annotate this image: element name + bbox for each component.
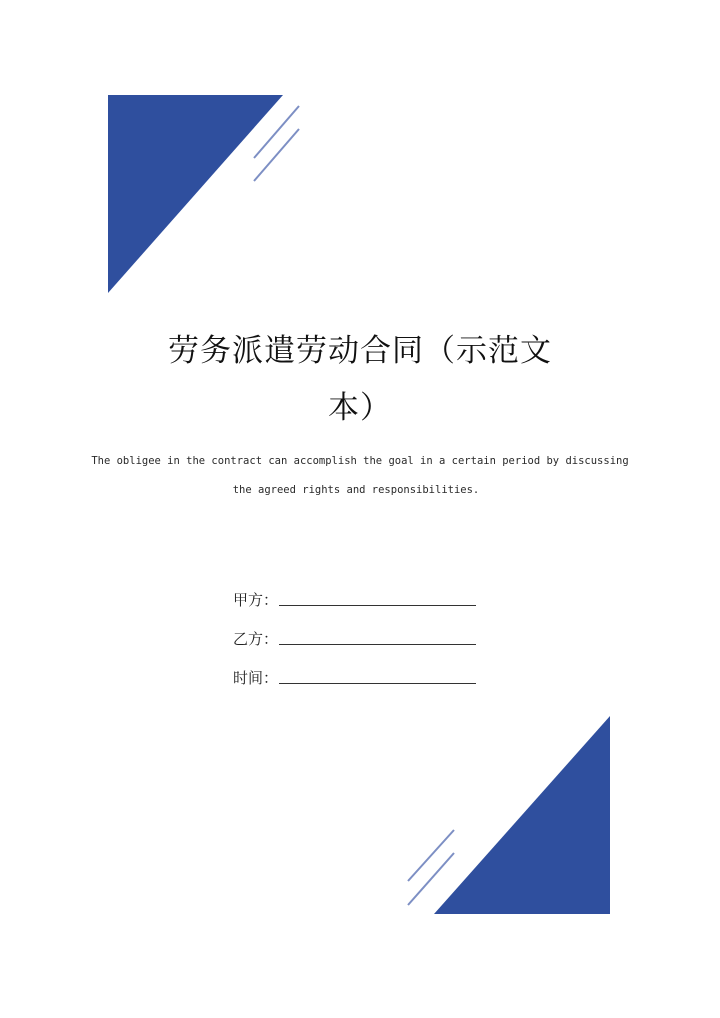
party-b-blank-line <box>279 643 476 645</box>
document-title-line-2: 本） <box>328 390 392 426</box>
top-left-blue-triangle <box>108 95 283 293</box>
subtitle-line-1: The obligee in the contract can accomplish the goal in a certain period by discussing <box>91 455 629 467</box>
party-b-label: 乙方： <box>233 630 279 648</box>
party-a-label: 甲方： <box>233 591 279 609</box>
party-a-field <box>233 588 476 608</box>
top-left-stripe-2 <box>254 129 299 181</box>
top-left-stripe-1 <box>254 106 299 158</box>
date-blank-line <box>279 682 476 684</box>
bottom-right-stripe-1 <box>408 830 454 881</box>
bottom-right-blue-triangle <box>434 716 610 914</box>
date-field <box>233 666 476 686</box>
date-label: 时间： <box>233 669 279 687</box>
document-title-line-1: 劳务派遣劳动合同（示范文 <box>168 333 552 369</box>
party-b-field <box>233 627 476 647</box>
party-a-blank-line <box>279 604 476 606</box>
bottom-right-stripe-2 <box>408 853 454 905</box>
subtitle-line-2: the agreed rights and responsibilities. <box>232 484 480 496</box>
